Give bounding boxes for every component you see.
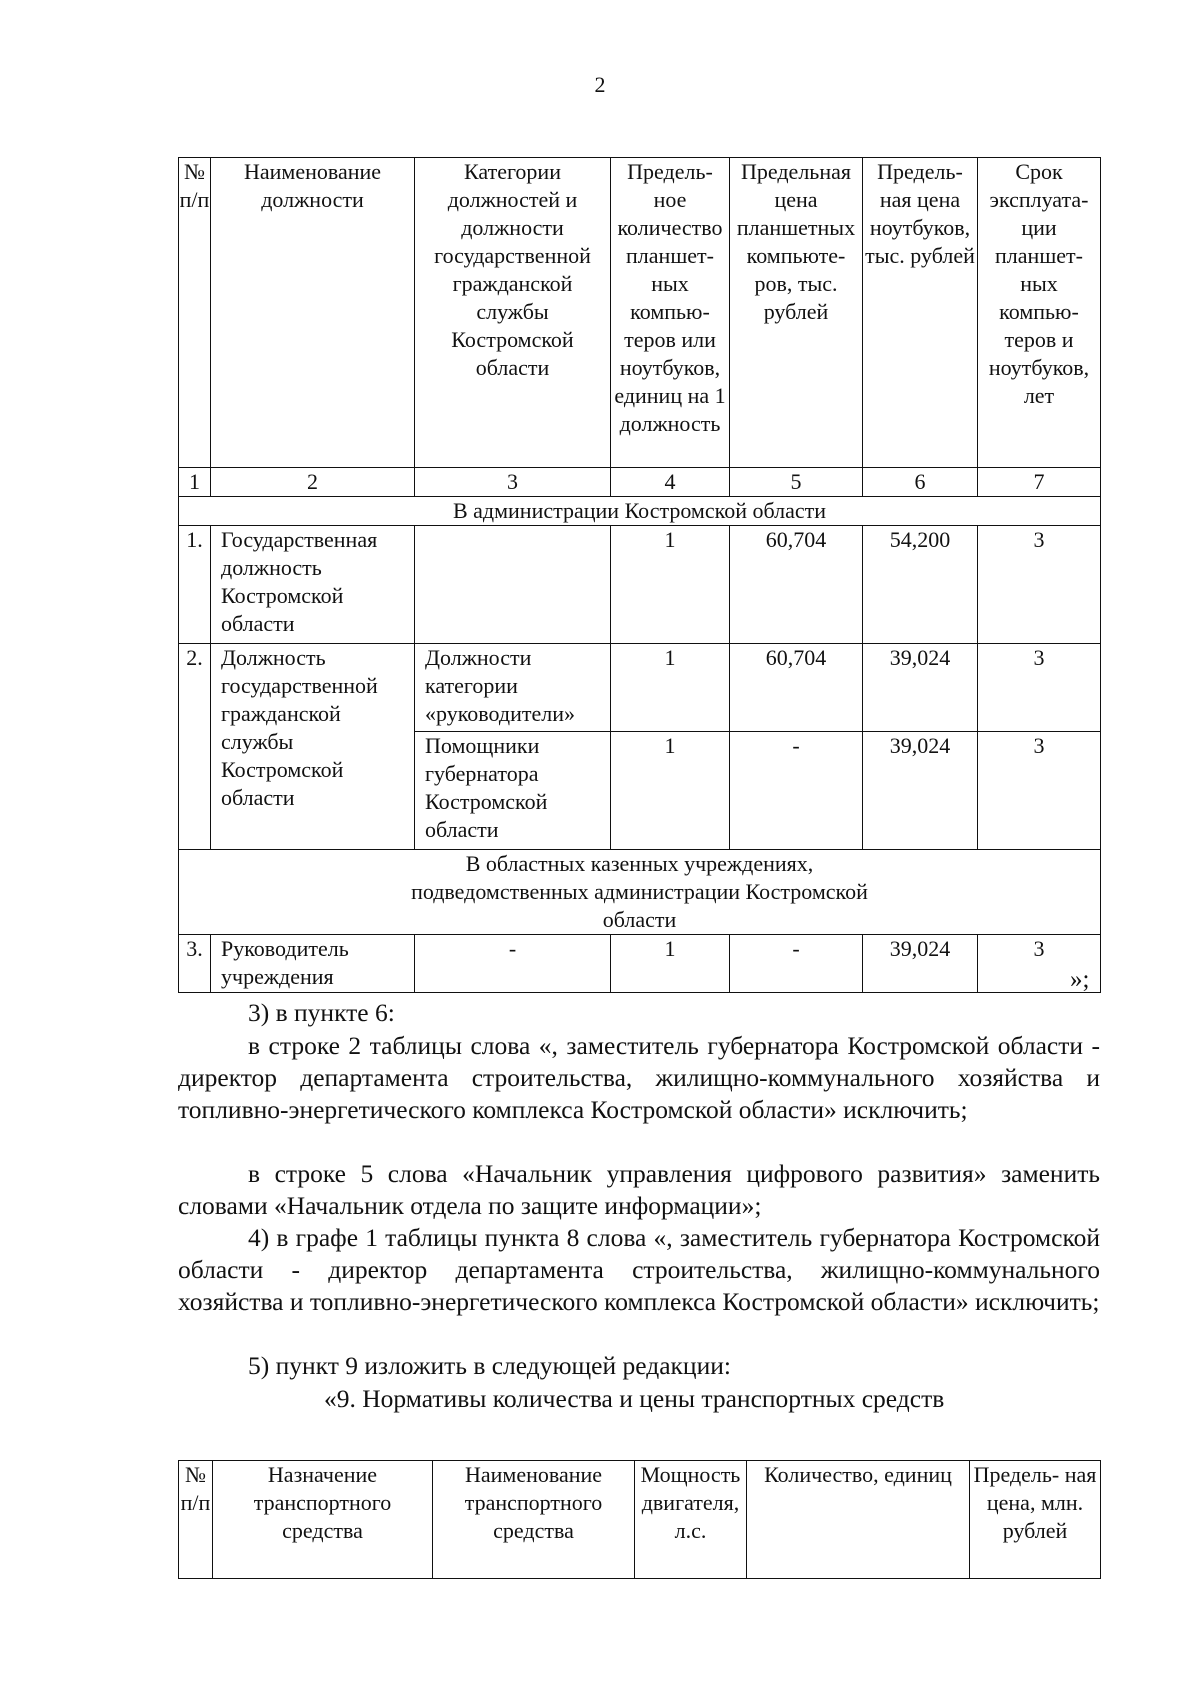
col-header-vehicle-name: Наименование транспортного средства [433, 1461, 635, 1579]
col-header-quantity: Количество, единиц [747, 1461, 970, 1579]
col-number: 1 [179, 468, 211, 497]
col-header-category: Категории должностей и должности государственной гражданской службы Костромской области [415, 158, 611, 468]
row-term: 3 [978, 526, 1101, 644]
col-header-engine-power: Мощность двигателя, л.с. [635, 1461, 747, 1579]
row-number: 2. [179, 644, 211, 850]
col-header-max-price: Предель- ная цена, млн. рублей [970, 1461, 1101, 1579]
row-term: 3 [978, 644, 1101, 732]
paragraph-item-3: 3) в пункте 6: [248, 998, 395, 1027]
col-header-number: № п/п [179, 158, 211, 468]
section-heading: В администрации Костромской области [179, 497, 1101, 526]
transport-norms-table [178, 1460, 1101, 1579]
paragraph-item-4: 4) в графе 1 таблицы пункта 8 слова «, заместитель губернатора Костромской области - директор департамента строительства, жилищно-коммунального хозяйства и топливно-энергетического комплекса Костромской области» исключить; [178, 1223, 1100, 1316]
col-header-laptop-price: Предель- ная цена ноутбуков, тыс. рублей [863, 158, 978, 468]
row-laptop-price: 39,024 [863, 644, 978, 732]
paragraph-item-5: 5) пункт 9 изложить в следующей редакции: [248, 1351, 731, 1380]
column-number-row [179, 468, 1101, 497]
row-tablet-price: 60,704 [730, 526, 863, 644]
col-header-term: Срок эксплуата- ции планшет- ных компью- теров и ноутбуков, лет [978, 158, 1101, 468]
row-laptop-price: 54,200 [863, 526, 978, 644]
col-number: 7 [978, 468, 1101, 497]
row-category: Помощники губернатора Костромской области [415, 732, 611, 850]
section-row [179, 497, 1101, 526]
row-category: Должности категории «руководители» [415, 644, 611, 732]
col-header-tablet-price: Предельная цена планшетных компьюте- ров, тыс. рублей [730, 158, 863, 468]
row-tablet-price: - [730, 935, 863, 993]
section-heading: В областных казенных учреждениях, подведомственных администрации Костромской области [179, 850, 1101, 935]
row-category [415, 526, 611, 644]
paragraph-amend-row2: в строке 2 таблицы слова «, заместитель губернатора Костромской области - директор департамента строительства, жилищно-коммунального хозяйства и топливно-энергетического комплекса Костромской области» исключить; [178, 1031, 1100, 1124]
table-header-row [179, 158, 1101, 468]
table-header-row [179, 1461, 1101, 1579]
col-number: 4 [611, 468, 730, 497]
col-number: 3 [415, 468, 611, 497]
row-tablet-price: - [730, 732, 863, 850]
row-category: - [415, 935, 611, 993]
closing-quote: »; [1070, 966, 1090, 993]
row-quantity: 1 [611, 526, 730, 644]
col-number: 2 [211, 468, 415, 497]
paragraph-amend-row5: в строке 5 слова «Начальник управления цифрового развития» заменить словами «Начальник отдела по защите информации»; [178, 1159, 1100, 1220]
col-header-purpose: Назначение транспортного средства [213, 1461, 433, 1579]
row-quantity: 1 [611, 935, 730, 993]
row-term: 3 [978, 732, 1101, 850]
row-term: 3 [978, 935, 1101, 993]
row-quantity: 1 [611, 732, 730, 850]
section-row [179, 850, 1101, 935]
col-header-number: № п/п [179, 1461, 213, 1579]
row-position: Руководитель учреждения [211, 935, 415, 993]
devices-norms-table [178, 157, 1101, 993]
section-title-transport: «9. Нормативы количества и цены транспортных средств [324, 1384, 945, 1413]
row-laptop-price: 39,024 [863, 935, 978, 993]
row-laptop-price: 39,024 [863, 732, 978, 850]
col-header-quantity: Предель- ное количество планшет- ных компью- теров или ноутбуков, единиц на 1 должность [611, 158, 730, 468]
row-number: 1. [179, 526, 211, 644]
row-number: 3. [179, 935, 211, 993]
table-row [179, 935, 1101, 993]
row-tablet-price: 60,704 [730, 644, 863, 732]
col-number: 5 [730, 468, 863, 497]
table-row [179, 526, 1101, 644]
col-header-position: Наименование должности [211, 158, 415, 468]
row-position: Государственная должность Костромской области [211, 526, 415, 644]
row-position: Должность государственной гражданской службы Костромской области [211, 644, 415, 850]
table-row [179, 644, 1101, 732]
page-number: 2 [594, 72, 606, 97]
row-quantity: 1 [611, 644, 730, 732]
col-number: 6 [863, 468, 978, 497]
